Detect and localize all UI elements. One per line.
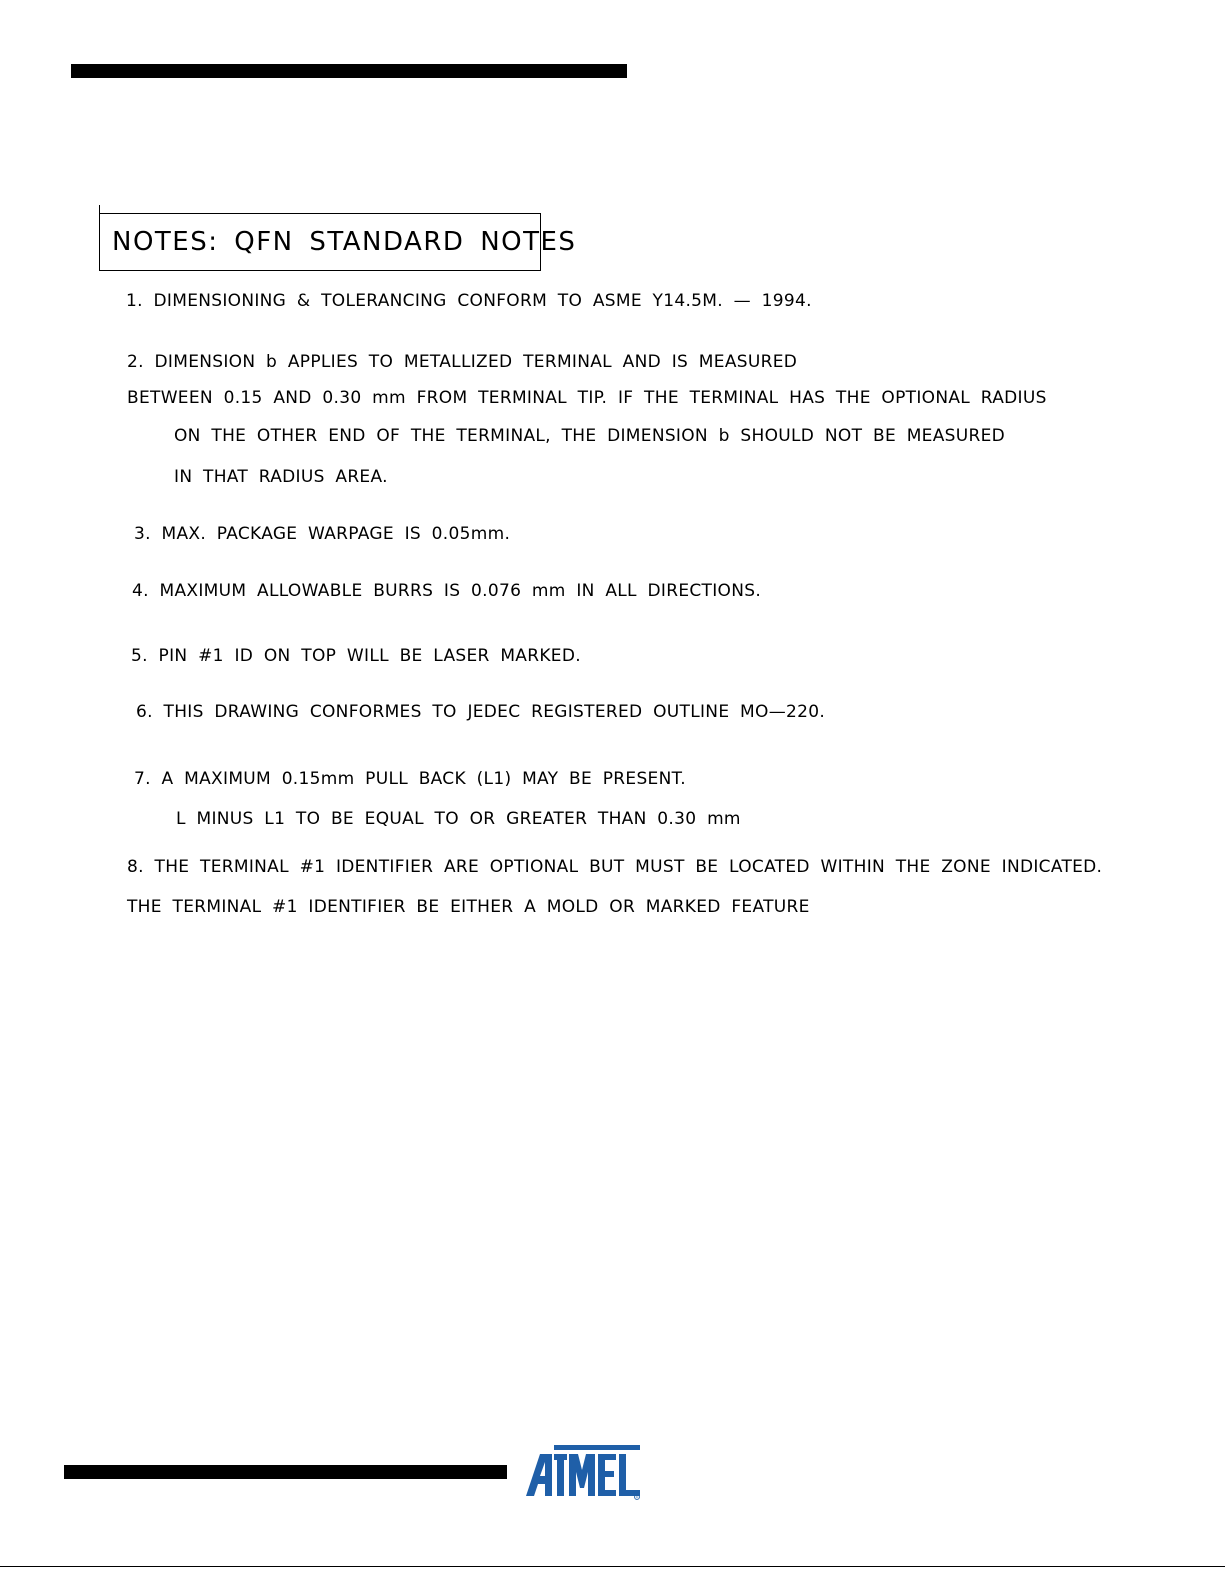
note-line: 2. DIMENSION b APPLIES TO METALLIZED TERMINAL AND IS MEASURED <box>127 352 798 372</box>
note-line: 3. MAX. PACKAGE WARPAGE IS 0.05mm. <box>134 524 511 544</box>
note-line: BETWEEN 0.15 AND 0.30 mm FROM TERMINAL TIP. IF THE TERMINAL HAS THE OPTIONAL RADIUS <box>127 388 1047 408</box>
note-line: 4. MAXIMUM ALLOWABLE BURRS IS 0.076 mm IN ALL DIRECTIONS. <box>132 581 762 601</box>
note-line: 5. PIN #1 ID ON TOP WILL BE LASER MARKED. <box>131 646 581 666</box>
note-line: 6. THIS DRAWING CONFORMES TO JEDEC REGISTERED OUTLINE MO—220. <box>136 702 826 722</box>
notes-title: NOTES: QFN STANDARD NOTES <box>112 227 577 257</box>
footer-bar <box>64 1465 507 1479</box>
note-line: THE TERMINAL #1 IDENTIFIER BE EITHER A MOLD OR MARKED FEATURE <box>127 897 810 917</box>
note-line: IN THAT RADIUS AREA. <box>174 467 388 487</box>
atmel-logo <box>524 1444 644 1500</box>
registered-mark: ® <box>635 1495 639 1500</box>
note-line: 8. THE TERMINAL #1 IDENTIFIER ARE OPTIONAL BUT MUST BE LOCATED WITHIN THE ZONE INDICATED. <box>127 857 1103 877</box>
note-line: 1. DIMENSIONING & TOLERANCING CONFORM TO ASME Y14.5M. — 1994. <box>126 291 812 311</box>
header-bar <box>71 64 627 78</box>
note-line: 7. A MAXIMUM 0.15mm PULL BACK (L1) MAY BE PRESENT. <box>134 769 686 789</box>
note-line: L MINUS L1 TO BE EQUAL TO OR GREATER THAN 0.30 mm <box>176 809 741 829</box>
page-bottom-rule <box>0 1566 1225 1567</box>
notes-header-box <box>99 213 577 271</box>
note-line: ON THE OTHER END OF THE TERMINAL, THE DIMENSION b SHOULD NOT BE MEASURED <box>174 426 1006 446</box>
